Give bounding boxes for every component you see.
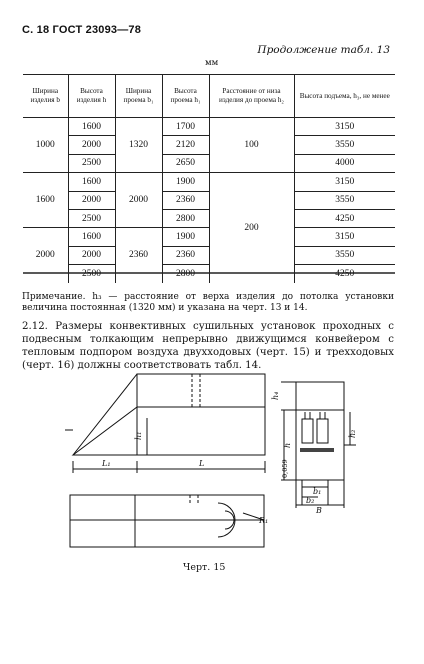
table-cell-b1: 1320 [115, 118, 162, 173]
column-header: Ширина изделия b [23, 75, 68, 118]
table-cell-h: 2500 [68, 265, 115, 283]
table-cell-b: 2000 [23, 228, 68, 283]
label-h: h [283, 442, 292, 448]
label-d: 0,059 [281, 459, 289, 478]
table-cell-h2: 100 [209, 118, 294, 173]
table-cell-h3: 3550 [294, 246, 395, 264]
column-header: Высота подъема, h₃, не менее [294, 75, 395, 118]
table-cell-h1: 2360 [162, 246, 209, 264]
table-cell-h3: 4000 [294, 154, 395, 172]
table-cell-h1: 2120 [162, 136, 209, 154]
label-L: L [199, 459, 205, 468]
table-cell-h3: 3150 [294, 118, 395, 136]
table-cell-h: 1600 [68, 118, 115, 136]
table-cell-h: 1600 [68, 228, 115, 246]
column-header: Ширина проема b₁ [115, 75, 162, 118]
table-cell-h1: 2360 [162, 191, 209, 209]
page-header-id: С. 18 ГОСТ 23093—78 [22, 24, 142, 36]
label-R1: R₁ [259, 516, 269, 525]
figure-caption: Черт. 15 [183, 562, 226, 573]
table-cell-h3: 3550 [294, 191, 395, 209]
table-cell-h: 2000 [68, 136, 115, 154]
label-b1: b₁ [313, 487, 322, 496]
column-header: Высота проема h₁ [162, 75, 209, 118]
table-cell-h: 2000 [68, 246, 115, 264]
table-continuation-label: Продолжение табл. 13 [257, 44, 390, 56]
label-b2: b₂ [306, 496, 315, 505]
unit-label: мм [205, 58, 219, 68]
label-l1: L₁ [102, 459, 111, 468]
table-cell-h1: 2800 [162, 209, 209, 227]
table-cell-h1: 1900 [162, 228, 209, 246]
table-cell-h3: 3150 [294, 228, 395, 246]
column-header: Высота изделия h [68, 75, 115, 118]
column-header: Расстояние от низа изделия до проема h₂ [209, 75, 294, 118]
table-cell-h: 2500 [68, 209, 115, 227]
paragraph-2-12: 2.12. Размеры конвективных сушильных установок проходных с подвесным толкающим непрерывно движущимся конвейером с тепловым подпором воздуха двухходовых (черт. 15) и трехходовых (черт. 16) должны соответствовать табл. 14. [22, 321, 394, 371]
table-cell-h1: 2650 [162, 154, 209, 172]
table-cell-h: 2000 [68, 191, 115, 209]
table-cell-h1: 1700 [162, 118, 209, 136]
label-h4: h₄ [271, 391, 280, 400]
label-h1: h₁ [134, 431, 143, 440]
table-cell-h3: 3550 [294, 136, 395, 154]
table-cell-h: 1600 [68, 173, 115, 191]
table-note: Примечание. h₃ — расстояние от верха изделия до потолка установки величина постоянная (1320 мм) и указана на черт. 13 и 14. [22, 292, 394, 313]
table-cell-h: 2500 [68, 154, 115, 172]
table-cell-b: 1600 [23, 173, 68, 228]
label-h2: h₂ [348, 429, 357, 438]
table-cell-b1: 2360 [115, 228, 162, 283]
table-cell-h2: 200 [209, 173, 294, 283]
table-cell-h3: 4250 [294, 209, 395, 227]
table-cell-h3: 3150 [294, 173, 395, 191]
table-cell-b1: 2000 [115, 173, 162, 228]
table-cell-h1: 1900 [162, 173, 209, 191]
table-cell-h3: 4250 [294, 265, 395, 283]
table-cell-h1: 2800 [162, 265, 209, 283]
label-B: B [316, 506, 322, 515]
table-cell-b: 1000 [23, 118, 68, 173]
